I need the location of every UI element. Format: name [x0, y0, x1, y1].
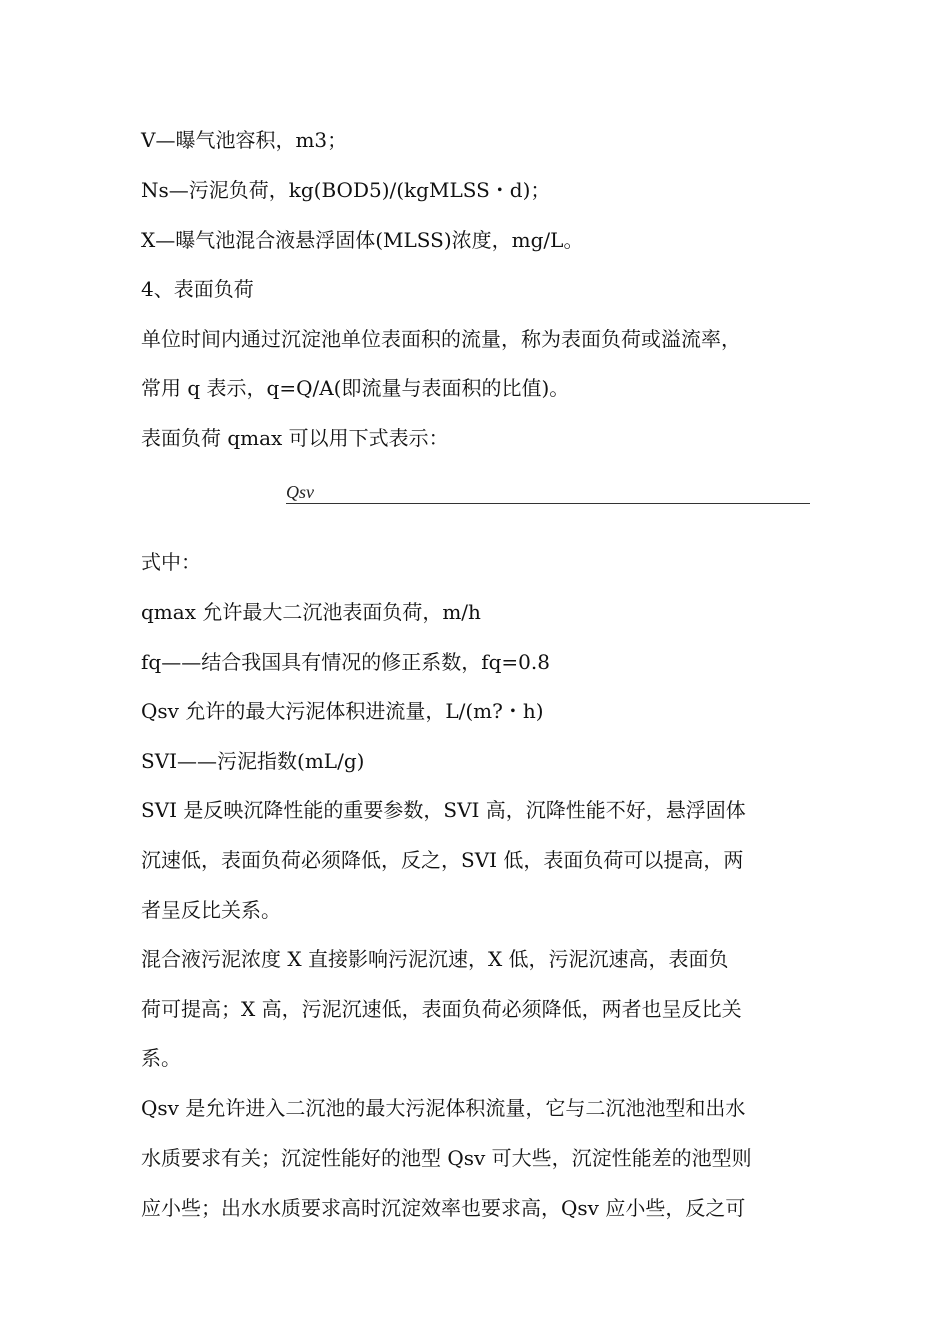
paragraph-line: 沉速低，表面负荷必须降低，反之，SVI 低，表面负荷可以提高，两 — [141, 848, 744, 872]
paragraph-line: 常用 q 表示，q=Q/A(即流量与表面积的比值)。 — [141, 376, 570, 400]
definition-fq: fq——结合我国具有情况的修正系数，fq=0.8 — [141, 650, 550, 674]
definition-x: X—曝气池混合液悬浮固体(MLSS)浓度，mg/L。 — [141, 228, 584, 252]
definition-qsv: Qsv 允许的最大污泥体积进流量，L/(m?・h) — [141, 699, 544, 723]
section-heading-surface-load: 4、表面负荷 — [141, 277, 254, 301]
paragraph-line: 混合液污泥浓度 X 直接影响污泥沉速，X 低，污泥沉速高，表面负 — [141, 947, 729, 971]
definition-svi: SVI——污泥指数(mL/g) — [141, 749, 365, 773]
paragraph-line: 者呈反比关系。 — [141, 898, 281, 922]
formula-fraction — [286, 481, 810, 504]
definition-v: V—曝气池容积，m3； — [141, 128, 348, 152]
paragraph-line: 水质要求有关；沉淀性能好的池型 Qsv 可大些，沉淀性能差的池型则 — [141, 1146, 752, 1170]
paragraph-line: Qsv 是允许进入二沉池的最大污泥体积流量，它与二沉池池型和出水 — [141, 1096, 746, 1120]
paragraph-line: 荷可提高；X 高，污泥沉速低，表面负荷必须降低，两者也呈反比关 — [141, 997, 742, 1021]
definition-ns: Ns—污泥负荷，kg(BOD5)/(kgMLSS・d)； — [141, 178, 551, 202]
definition-qmax: qmax 允许最大二沉池表面负荷，m/h — [141, 600, 481, 624]
paragraph-line: SVI 是反映沉降性能的重要参数，SVI 高，沉降性能不好，悬浮固体 — [141, 798, 746, 822]
paragraph-line: 系。 — [141, 1046, 181, 1070]
formula-numerator: Qsv — [286, 482, 314, 502]
paragraph-line: 单位时间内通过沉淀池单位表面积的流量，称为表面负荷或溢流率， — [141, 327, 741, 351]
where-label: 式中： — [141, 550, 201, 574]
paragraph-line: 应小些；出水水质要求高时沉淀效率也要求高，Qsv 应小些，反之可 — [141, 1196, 746, 1220]
paragraph-line: 表面负荷 qmax 可以用下式表示： — [141, 426, 449, 450]
